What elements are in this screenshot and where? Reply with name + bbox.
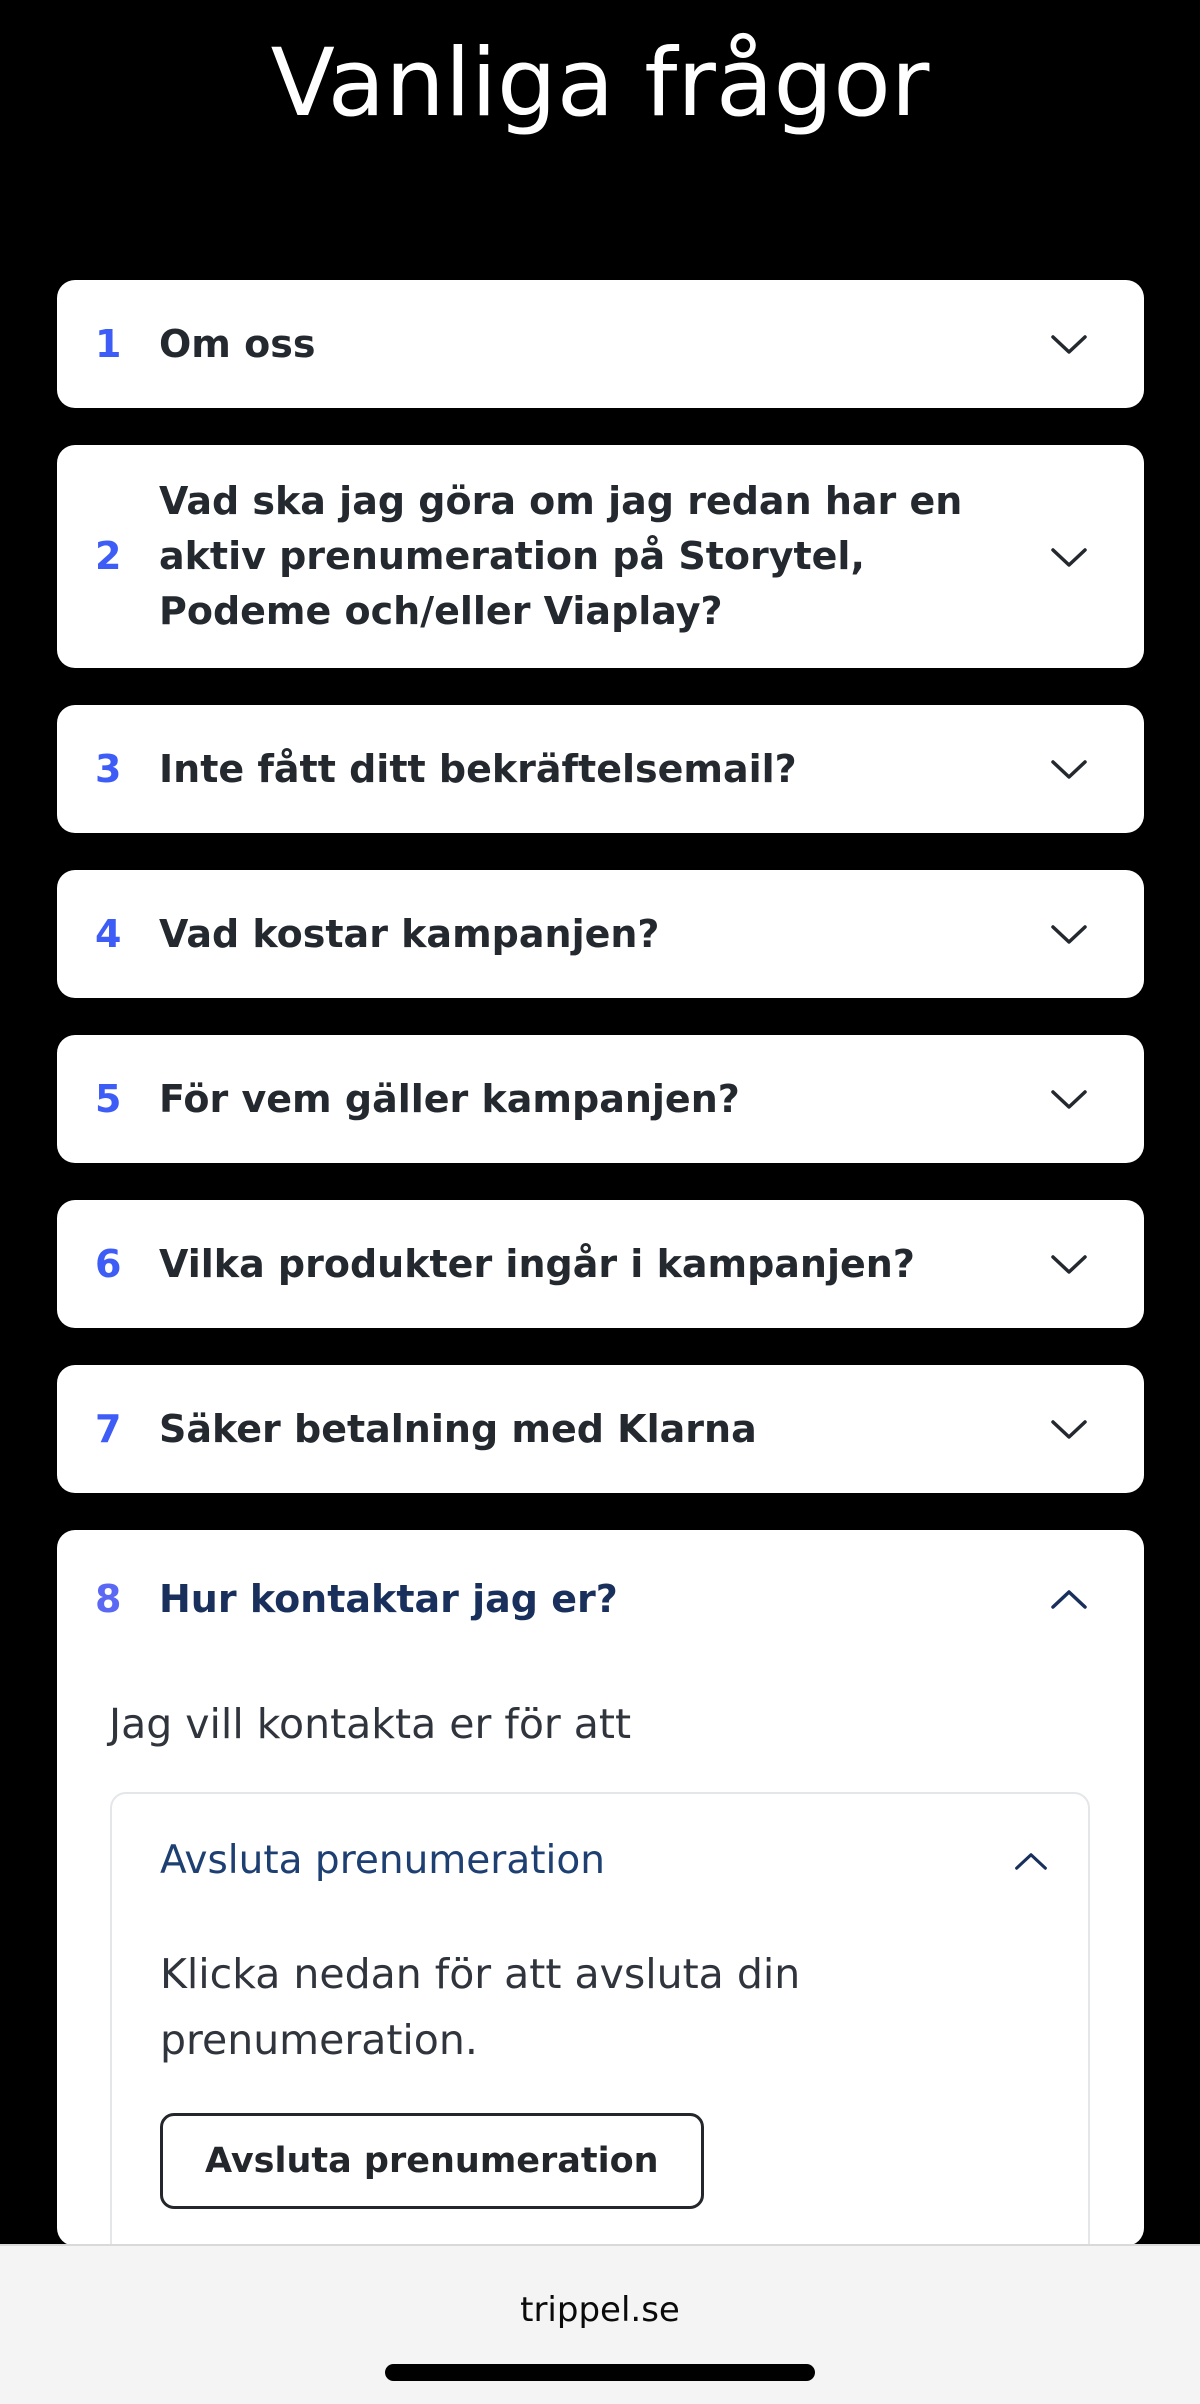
chevron-down-icon[interactable] <box>1050 1417 1088 1441</box>
chevron-down-icon[interactable] <box>1050 1252 1088 1276</box>
faq-item-number: 3 <box>95 746 122 791</box>
sub-accordion-header[interactable] <box>160 1838 1048 1883</box>
chevron-down-icon[interactable] <box>1050 1087 1088 1111</box>
faq-item-2[interactable] <box>57 445 1144 668</box>
chevron-down-icon[interactable] <box>1050 545 1088 569</box>
home-indicator-bar[interactable] <box>385 2364 815 2381</box>
chevron-down-icon[interactable] <box>1050 922 1088 946</box>
faq-item-4[interactable] <box>57 870 1144 998</box>
faq-item-question: Vad ska jag göra om jag redan har en aktiv prenumeration på Storytel, Podeme och/eller Viaplay? <box>159 479 963 633</box>
faq-item-number: 1 <box>95 321 122 366</box>
chevron-up-icon[interactable] <box>1050 1587 1088 1611</box>
faq-item-question: Vilka produkter ingår i kampanjen? <box>159 1241 915 1286</box>
faq-item-number: 8 <box>95 1576 122 1621</box>
browser-url-label[interactable]: trippel.se <box>520 2290 680 2330</box>
faq-item-6[interactable] <box>57 1200 1144 1328</box>
faq-item-7[interactable] <box>57 1365 1144 1493</box>
sub-accordion-avsluta <box>110 1792 1090 2246</box>
faq-item-3[interactable] <box>57 705 1144 833</box>
faq-item-question: Inte fått ditt bekräftelsemail? <box>159 746 797 791</box>
contact-intro-text: Jag vill kontakta er för att <box>109 1700 632 1748</box>
browser-bottom-bar <box>0 2244 1200 2404</box>
faq-item-number: 6 <box>95 1241 122 1286</box>
faq-accordion-list <box>57 280 1144 2283</box>
sub-accordion-body-text: Klicka nedan för att avsluta din prenumeration. <box>160 1950 801 2064</box>
faq-item-8-header[interactable] <box>57 1530 1144 1668</box>
chevron-down-icon[interactable] <box>1050 332 1088 356</box>
faq-item-question: Vad kostar kampanjen? <box>159 911 660 956</box>
faq-item-number: 2 <box>95 534 122 578</box>
faq-item-number: 5 <box>95 1076 122 1121</box>
avsluta-prenumeration-button[interactable]: Avsluta prenumeration <box>160 2113 704 2209</box>
chevron-down-icon[interactable] <box>1050 757 1088 781</box>
faq-item-number: 7 <box>95 1406 122 1451</box>
faq-item-8 <box>57 1530 1144 2246</box>
faq-item-5[interactable] <box>57 1035 1144 1163</box>
page-title: Vanliga frågor <box>270 29 930 138</box>
chevron-up-icon[interactable] <box>1014 1850 1048 1872</box>
faq-item-question: Säker betalning med Klarna <box>159 1406 757 1451</box>
faq-item-question: För vem gäller kampanjen? <box>159 1076 740 1121</box>
faq-item-1[interactable] <box>57 280 1144 408</box>
faq-item-question: Hur kontaktar jag er? <box>159 1576 618 1621</box>
faq-item-question: Om oss <box>159 321 316 366</box>
sub-accordion-title: Avsluta prenumeration <box>160 1838 605 1883</box>
faq-item-number: 4 <box>95 911 122 956</box>
